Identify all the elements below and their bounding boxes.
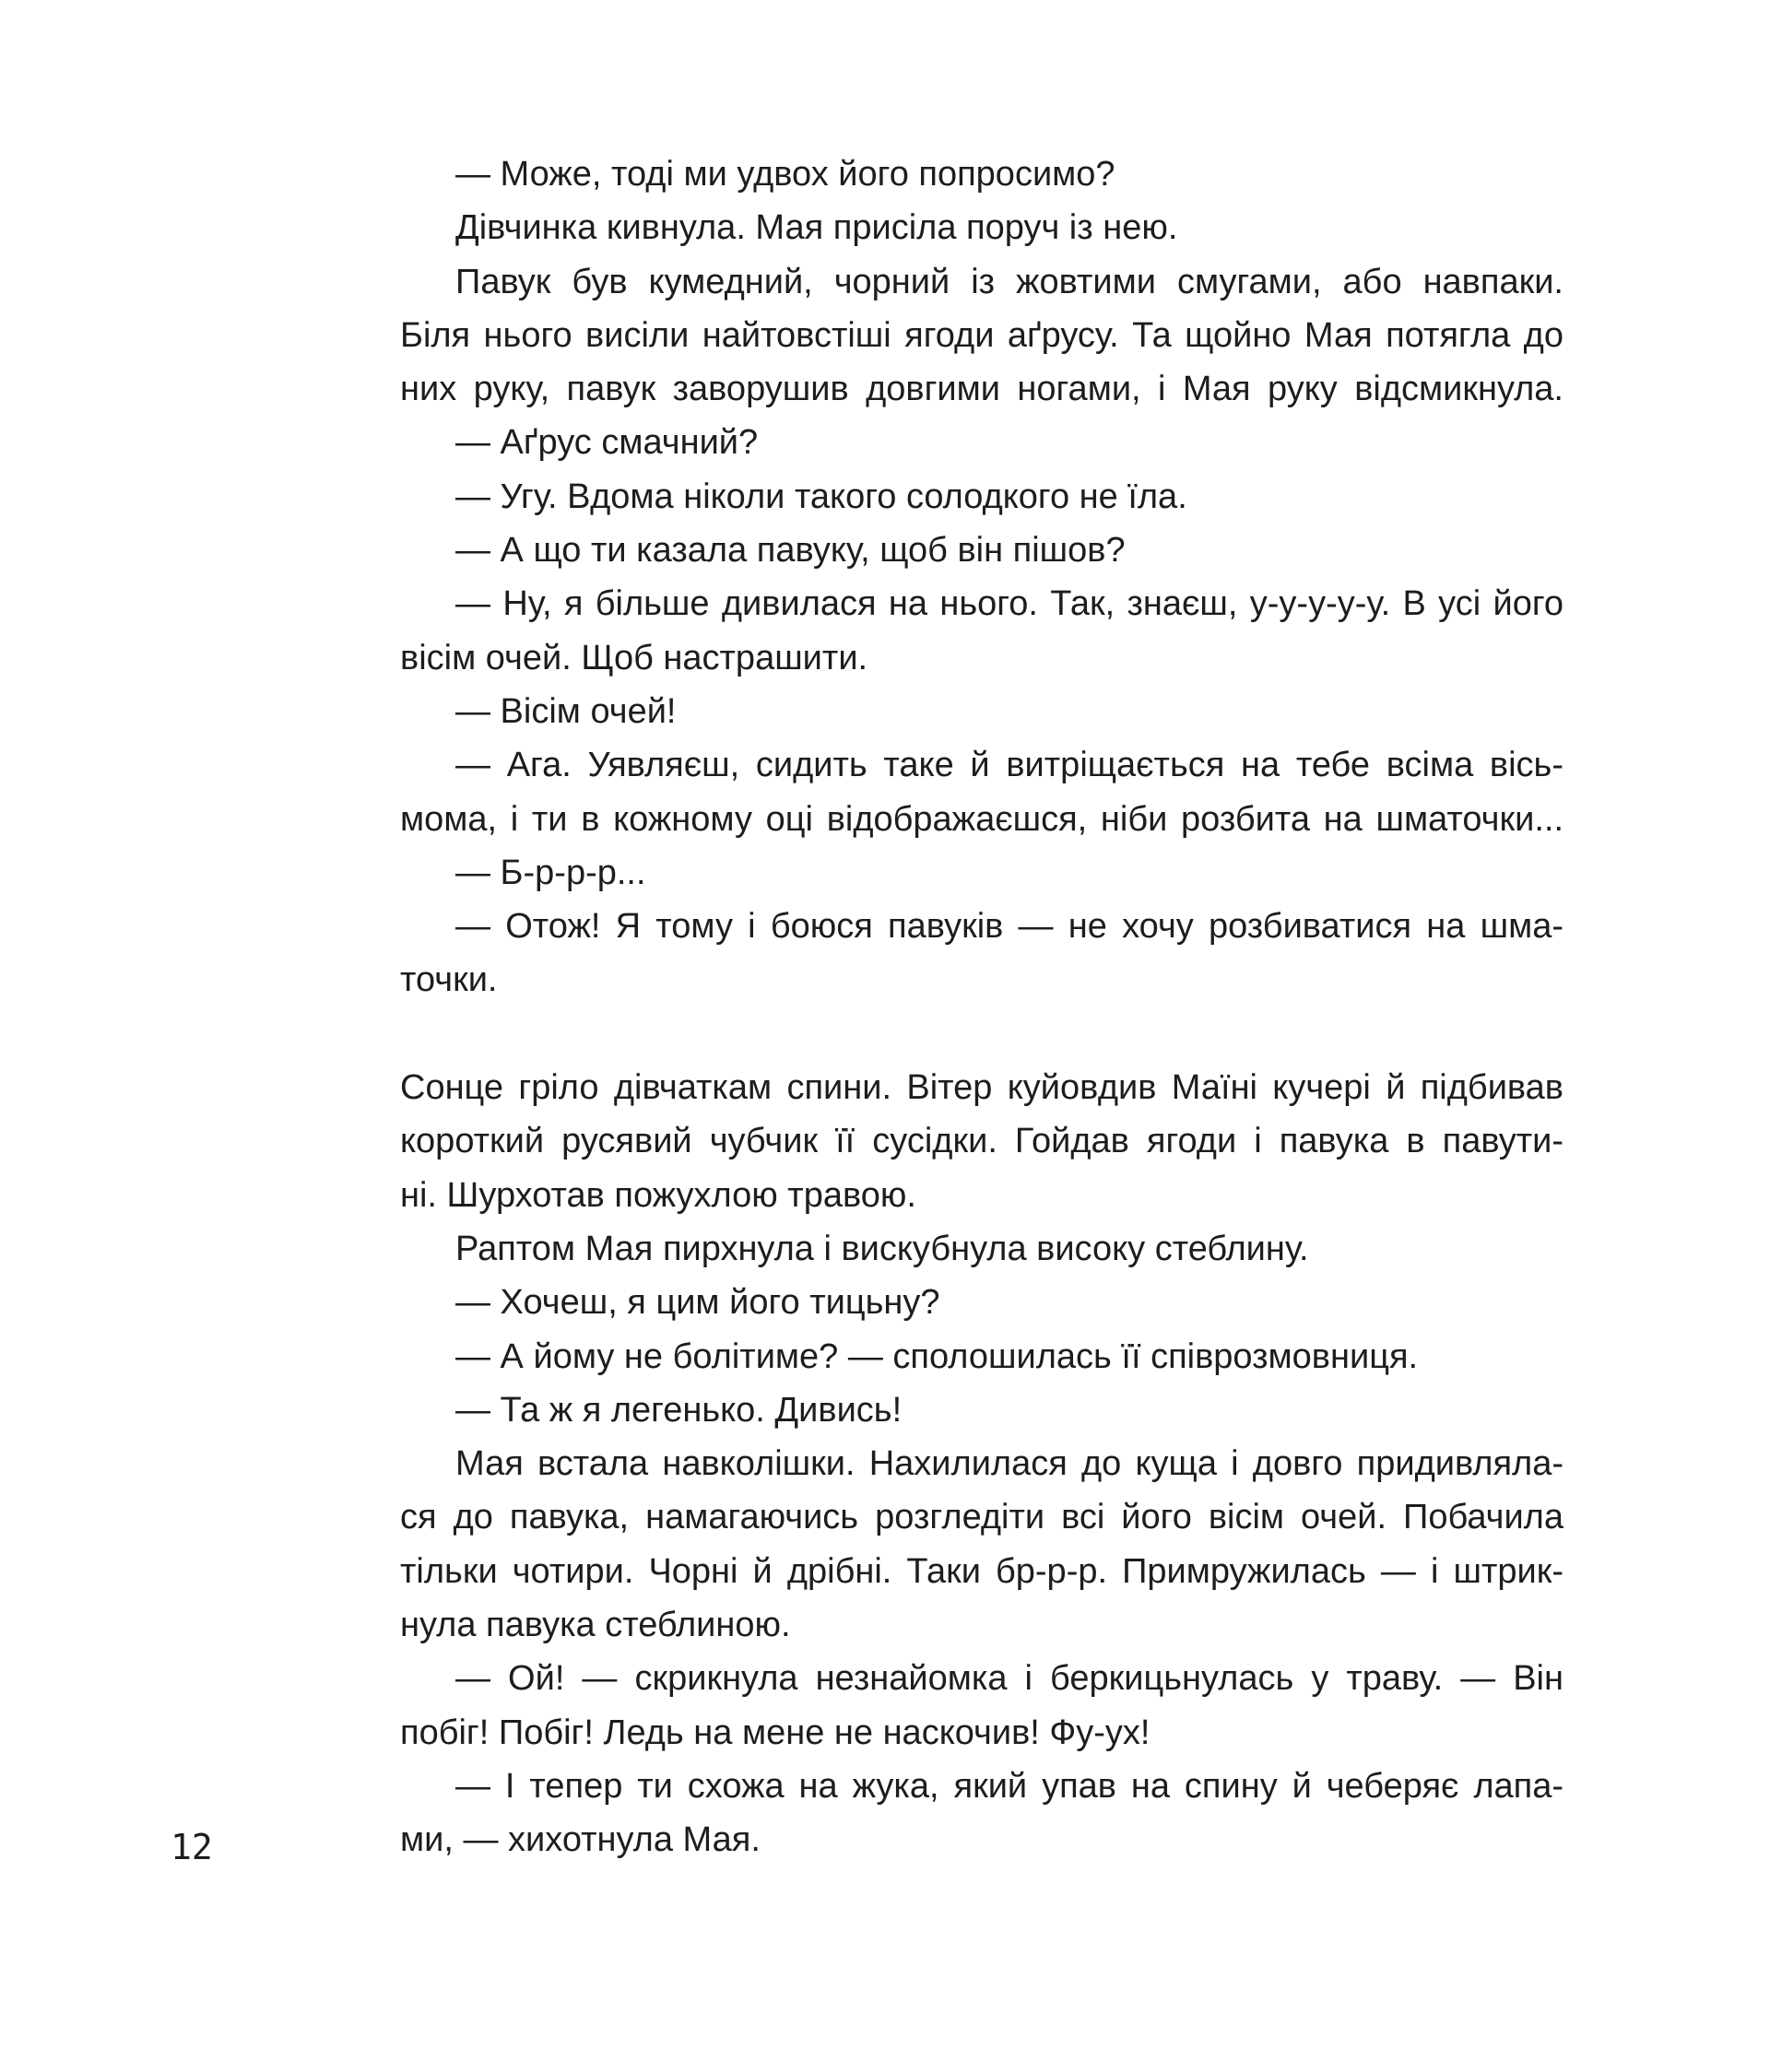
text-line: — Отож! Я тому і боюся павуків — не хочу розбиватися на шма- [455,907,1564,947]
text-line: — Аґрус смачний? [455,423,759,463]
text-line: — Ага. Уявляєш, сидить таке й витріщається на тебе всіма вісь- [455,746,1564,785]
text-line: ми, — хихотнула Мая. [400,1820,761,1860]
text-line: нула павука стеблиною. [400,1606,791,1645]
text-line: — А що ти казала павуку, щоб він пішов? [455,531,1126,571]
text-line: тільки чотири. Чорні й дрібні. Таки бр-р-р. Примружилась — і штрик- [400,1551,1564,1591]
text-line: них руку, павук заворушив довгими ногами, і Мая руку відсмикнула. [400,370,1564,409]
text-line: мома, і ти в кожному оці відображаєшся, ніби розбита на шматочки... [400,799,1564,839]
text-line: — І тепер ти схожа на жука, який упав на спину й чеберяє лапа- [455,1766,1564,1806]
page-text [400,147,1564,1867]
text-line: точки. [400,960,498,1000]
text-line: ся до павука, намагаючись розгледіти всі його вісім очей. Побачила [400,1498,1564,1537]
text-line: — Вісім очей! [455,691,677,731]
text-line: — Ой! — скрикнула незнайомка і беркицьнулась у траву. — Він [455,1659,1564,1699]
text-line: ні. Шурхотав пожухлою травою. [400,1175,916,1215]
text-line: — Може, тоді ми удвох його попросимо? [455,155,1115,194]
text-line: — Та ж я легенько. Дивись! [455,1390,903,1430]
text-line: Біля нього висіли найтовстіші ягоди аґрусу. Та щойно Мая потягла до [400,315,1564,355]
text-line: Дівчинка кивнула. Мая присіла поруч із нею. [455,208,1178,248]
section-break [400,1007,1564,1061]
text-line: вісім очей. Щоб настрашити. [400,638,868,677]
text-line: — А йому не болітиме? — сполошилась її співрозмовниця. [455,1336,1419,1376]
text-line: — Хочеш, я цим його тицьну? [455,1283,940,1323]
text-line: — Угу. Вдома ніколи такого солодкого не їла. [455,477,1187,516]
text-line: побіг! Побіг! Ледь на мене не наскочив! Фу-ух! [400,1713,1150,1752]
text-line: — Б-р-р-р... [455,853,646,892]
text-line: Сонце гріло дівчаткам спини. Вітер куйовдив Маїні кучері й підбивав [400,1068,1564,1108]
text-line: Павук був кумедний, чорний із жовтими смугами, або навпаки. [455,262,1564,301]
text-line: — Ну, я більше дивилася на нього. Так, знаєш, у-у-у-у-у. В усі його [455,584,1564,624]
text-line: Раптом Мая пирхнула і вискубнула високу стеблину. [455,1229,1309,1268]
page-number: 12 [171,1827,213,1867]
text-line: короткий русявий чубчик її сусідки. Гойдав ягоди і павука в павути- [400,1122,1564,1161]
text-line: Мая встала навколішки. Нахилилася до куща і довго придивляла- [455,1444,1564,1484]
